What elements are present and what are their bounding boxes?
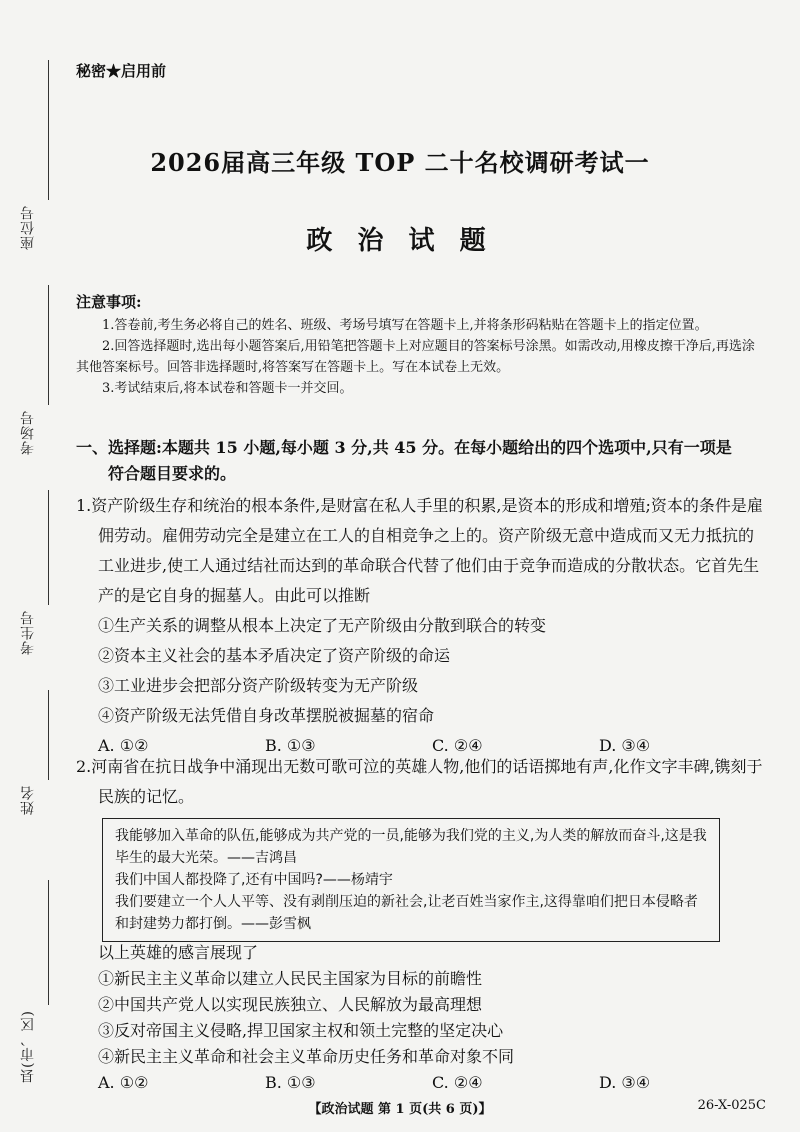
section-line-2: 符合题目要求的。 (108, 464, 237, 483)
question-lead: 以上英雄的感言展现了 (98, 943, 259, 962)
statement-option: ②中国共产党人以实现民族独立、人民解放为最高理想 (98, 995, 483, 1014)
exam-room-line (48, 285, 49, 405)
notice-item: 3.考试结束后,将本试卷和答题卡一并交回。 (102, 381, 353, 396)
exam-room-label: 考场号 (20, 410, 36, 455)
notice-block (76, 292, 766, 399)
question-1 (76, 491, 766, 761)
choice-c[interactable]: C. ②④ (432, 736, 483, 755)
statement-option: ①生产关系的调整从根本上决定了无产阶级由分散到联合的转变 (98, 616, 547, 635)
quote-item: 我们要建立一个人人平等、没有剥削压迫的新社会,让老百姓当家作主,这得靠咱们把日本侵略者和封建势力都打倒。——彭雪枫 (115, 894, 698, 932)
quote-item: 我能够加入革命的队伍,能够成为共产党的一员,能够为我们党的主义,为人类的解放而奋斗,这是我毕生的最大光荣。——吉鸿昌 (115, 828, 707, 866)
student-number-line (48, 490, 49, 605)
name-label: 姓名 (20, 785, 36, 815)
choice-b[interactable]: B. ①③ (265, 736, 316, 755)
choice-d[interactable]: D. ③④ (599, 1073, 651, 1092)
answer-choices (76, 1070, 766, 1096)
question-stem: 2.河南省在抗日战争中涌现出无数可歌可泣的英雄人物,他们的话语掷地有声,化作文字丰碑,镌刻于民族的记忆。 (76, 757, 763, 806)
seat-number-label: 座位号 (20, 205, 36, 250)
page-footer: 【政治试题 第 1 页(共 6 页)】 (308, 1102, 492, 1117)
county-label: 县(市、区) (20, 1010, 36, 1083)
statement-option: ①新民主主义革命以建立人民民主国家为目标的前瞻性 (98, 969, 483, 988)
name-line (48, 690, 49, 780)
statement-option: ④新民主主义革命和社会主义革命历史任务和革命对象不同 (98, 1047, 515, 1066)
confidential-label: 秘密★启用前 (76, 62, 167, 80)
exam-title: 2026届高三年级 TOP 二十名校调研考试一 (150, 148, 650, 177)
quote-box (102, 818, 720, 942)
choice-b[interactable]: B. ①③ (265, 1073, 316, 1092)
question-stem: 1.资产阶级生存和统治的根本条件,是财富在私人手里的积累,是资本的形成和增殖;资本的条件是雇佣劳动。雇佣劳动完全是建立在工人的自相竞争之上的。资产阶级无意中造成而又无力抵抗的工业进步,使工人通过结社而达到的革命联合代替了他们由于竞争而造成的分散状态。它首先生产的是它自身的掘墓人。由此可以推断 (76, 496, 763, 605)
notice-item: 1.答卷前,考生务必将自己的姓名、班级、考场号填写在答题卡上,并将条形码粘贴在答题卡上的指定位置。 (102, 318, 708, 333)
question-2-options (76, 940, 766, 1096)
notice-title: 注意事项: (76, 293, 142, 311)
section-line-1: 一、选择题:本题共 15 小题,每小题 3 分,共 45 分。在每小题给出的四个选项中,只有一项是 (76, 438, 732, 457)
choice-a[interactable]: A. ①② (98, 1073, 149, 1092)
subject-title: 政 治 试 题 (306, 226, 494, 256)
quote-item: 我们中国人都投降了,还有中国吗?——杨靖宇 (115, 872, 393, 888)
paper-code: 26-X-025C (697, 1098, 766, 1113)
choice-c[interactable]: C. ②④ (432, 1073, 483, 1092)
choice-a[interactable]: A. ①② (98, 736, 149, 755)
statement-option: ④资产阶级无法凭借自身改革摆脱被掘墓的宿命 (98, 706, 435, 725)
notice-item: 2.回答选择题时,选出每小题答案后,用铅笔把答题卡上对应题目的答案标号涂黑。如需改动,用橡皮擦干净后,再选涂其他答案标号。回答非选择题时,将答案写在答题卡上。写在本试卷上无效。 (76, 339, 755, 375)
choice-d[interactable]: D. ③④ (599, 736, 651, 755)
statement-option: ③工业进步会把部分资产阶级转变为无产阶级 (98, 676, 419, 695)
county-line (48, 880, 49, 1005)
section-header (76, 435, 766, 487)
student-number-label: 考生号 (20, 610, 36, 655)
statement-option: ②资本主义社会的基本矛盾决定了资产阶级的命运 (98, 646, 451, 665)
statement-option: ③反对帝国主义侵略,捍卫国家主权和领土完整的坚定决心 (98, 1021, 504, 1040)
seat-number-line (48, 60, 49, 200)
question-2 (76, 752, 766, 812)
